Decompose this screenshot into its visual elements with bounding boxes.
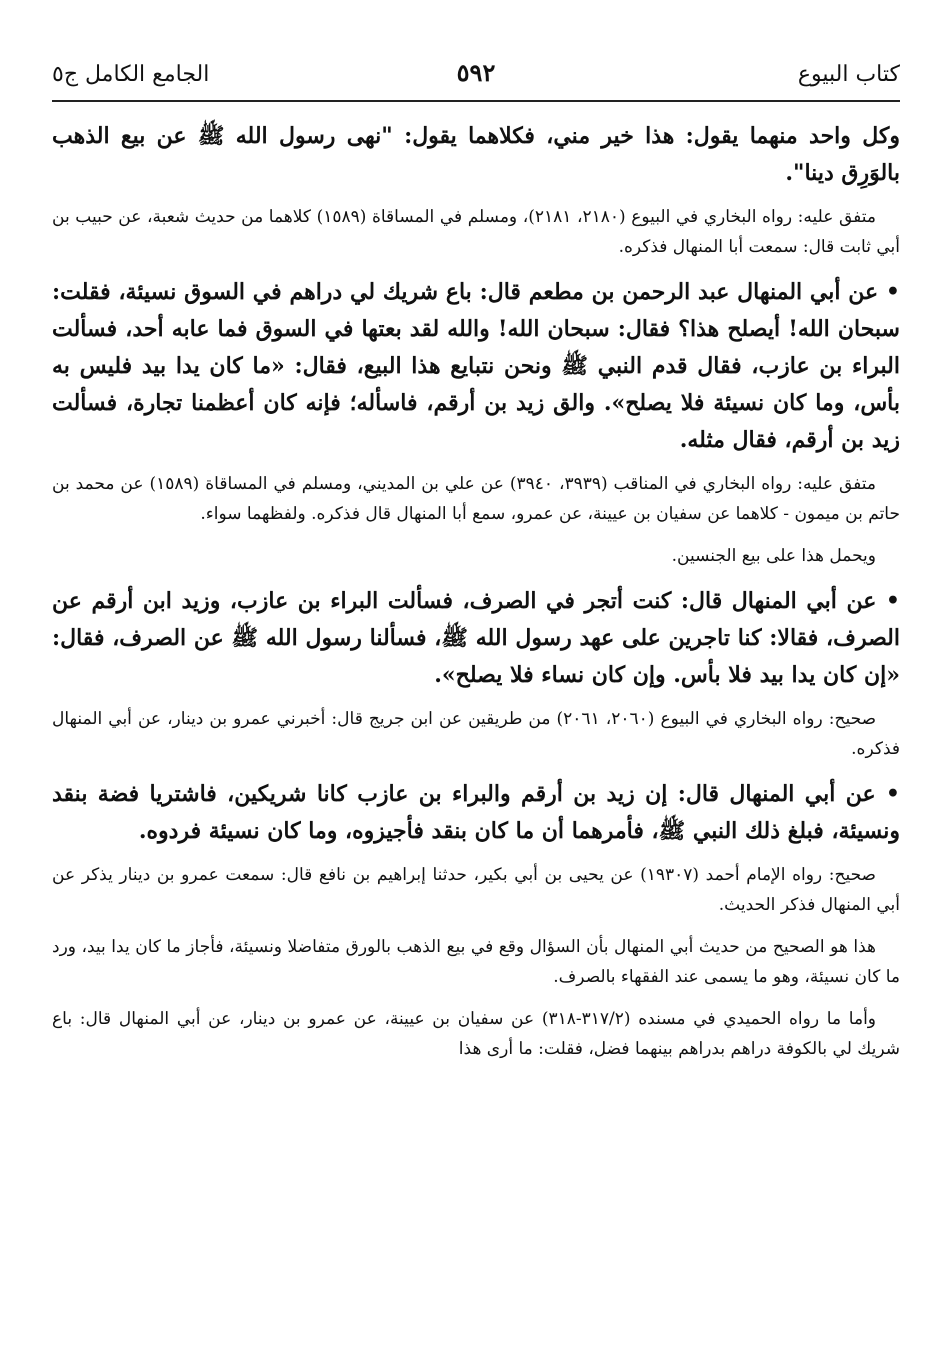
- page-header: [52, 52, 900, 96]
- page-number: ٥٩٢: [456, 58, 496, 87]
- page-body: [52, 118, 900, 1076]
- hadith-text: • عن أبي المنهال عبد الرحمن بن مطعم قال: باع شريك لي دراهم في السوق نسيئة، فقلت: سبحان الله! أيصلح هذا؟ فقال: سبحان الله! والله لقد بعتها في السوق فما عابه أحد، فسألت البراء بن عازب، فقال قدم النبي ﷺ ونحن نتبايع هذا البيع، فقال: «ما كان يدا بيد فليس به بأس، وما كان نسيئة فلا يصلح». والق زيد بن أرقم، فاسأله؛ فإنه كان أعظمنا تجارة، فسألت زيد بن أرقم، فقال مثله.: [52, 279, 900, 453]
- header-rule: [52, 100, 900, 102]
- takhrij-note: متفق عليه: رواه البخاري في البيوع (٢١٨٠، ٢١٨١)، ومسلم في المساقاة (١٥٨٩) كلاهما من حديث شعبة، عن حبيب بن أبي ثابت قال: سمعت أبا المنهال فذكره.: [52, 207, 900, 257]
- commentary-note: هذا هو الصحيح من حديث أبي المنهال بأن السؤال وقع في بيع الذهب بالورق متفاضلا ونسيئة، فأجاز ما كان يدا بيد، ورد ما كان نسيئة، وهو ما يسمى عند الفقهاء بالصرف.: [52, 937, 900, 987]
- takhrij-note: صحيح: رواه البخاري في البيوع (٢٠٦٠، ٢٠٦١) من طريقين عن ابن جريج قال: أخبرني عمرو بن دينار، عن أبي المنهال فذكره.: [52, 709, 900, 759]
- commentary-note: وأما ما رواه الحميدي في مسنده (٣١٧/٢-٣١٨) عن سفيان بن عيينة، عن عمرو بن دينار، عن أبي المنهال قال: باع شريك لي بالكوفة دراهم بدراهم بينهما فضل، فقلت: ما أرى هذا: [52, 1009, 900, 1059]
- takhrij-note: متفق عليه: رواه البخاري في المناقب (٣٩٣٩، ٣٩٤٠) عن علي بن المديني، ومسلم في المساقاة (١٥٨٩) عن محمد بن حاتم بن ميمون - كلاهما عن سفيان بن عيينة، عن عمرو، سمع أبا المنهال قال فذكره. ولفظهما سواء.: [52, 474, 900, 524]
- book-title: كتاب البيوع: [797, 62, 900, 87]
- volume-title: الجامع الكامل ج٥: [52, 62, 210, 87]
- takhrij-note: صحيح: رواه الإمام أحمد (١٩٣٠٧) عن يحيى بن أبي بكير، حدثنا إبراهيم بن نافع قال: سمعت عمرو بن دينار يذكر عن أبي المنهال فذكر الحديث.: [52, 865, 900, 915]
- hadith-text: • عن أبي المنهال قال: كنت أتجر في الصرف، فسألت البراء بن عازب، وزيد ابن أرقم عن الصرف، فقالا: كنا تاجرين على عهد رسول الله ﷺ، فسألنا رسول الله ﷺ عن الصرف، فقال: «إن كان يدا بيد فلا بأس. وإن كان نساء فلا يصلح».: [52, 588, 900, 688]
- hadith-text: وكل واحد منهما يقول: هذا خير مني، فكلاهما يقول: "نهى رسول الله ﷺ عن بيع الذهب بالوَرِق دينا".: [52, 123, 900, 186]
- commentary-note: ويحمل هذا على بيع الجنسين.: [671, 546, 876, 566]
- hadith-text: • عن أبي المنهال قال: إن زيد بن أرقم والبراء بن عازب كانا شريكين، فاشتريا فضة بنقد ونسيئة، فبلغ ذلك النبي ﷺ، فأمرهما أن ما كان بنقد فأجيزوه، وما كان نسيئة فردوه.: [52, 781, 900, 844]
